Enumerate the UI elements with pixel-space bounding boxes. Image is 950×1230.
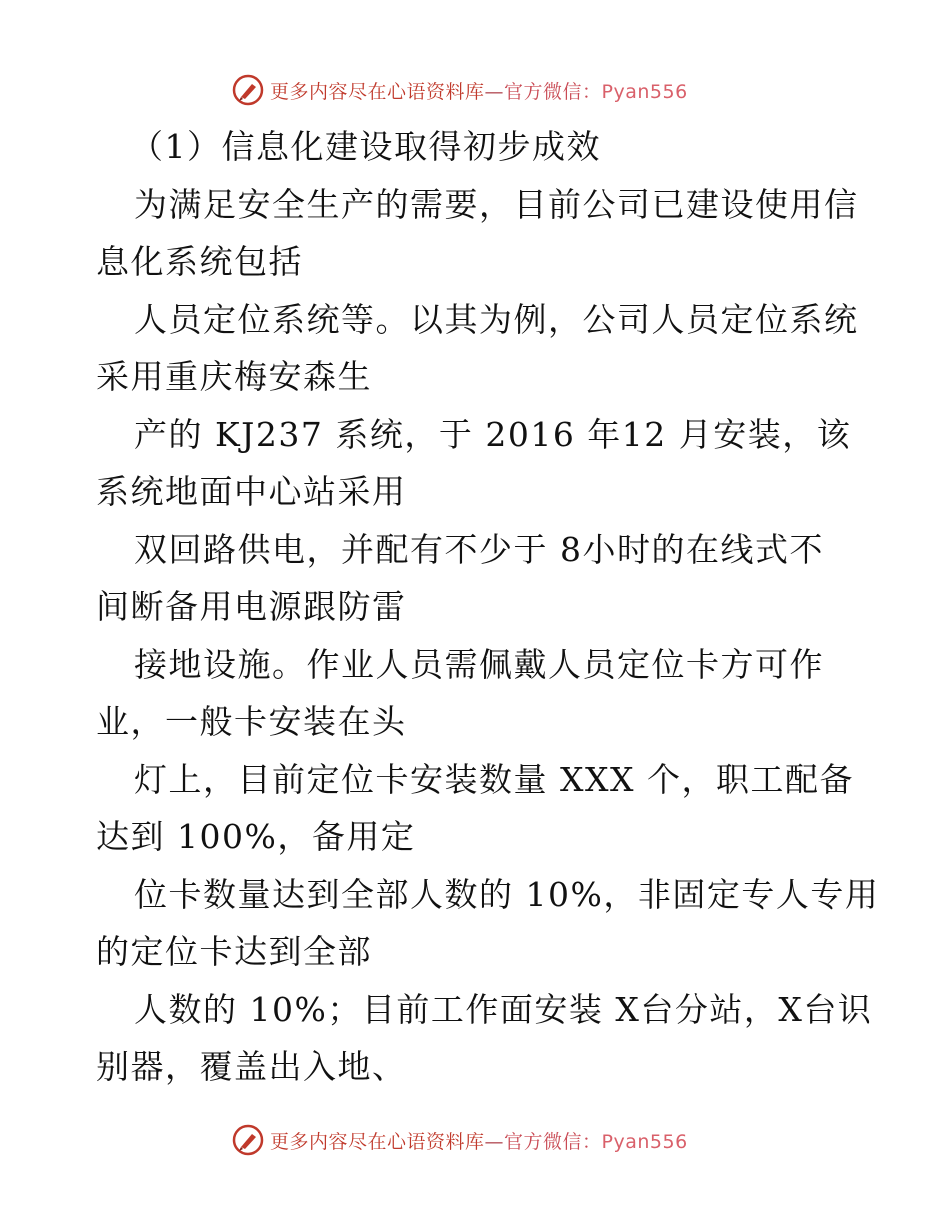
paragraph-line: 接地设施。作业人员需佩戴人员定位卡方可作 <box>134 644 824 684</box>
paragraph-line: 别器，覆盖出入地、 <box>96 1047 407 1086</box>
document-body <box>96 118 880 1096</box>
banner-dash: — <box>484 80 505 103</box>
footer-banner <box>232 1122 688 1158</box>
paragraph-line: 双回路供电，并配有不少于 8小时的在线式不 <box>134 529 824 569</box>
banner-account: Pyan556 <box>601 80 688 103</box>
banner-main-text: 更多内容尽在心语资料库 <box>270 80 485 103</box>
section-heading: （1）信息化建设取得初步成效 <box>130 127 601 166</box>
banner-dash: — <box>484 1130 505 1153</box>
banner-text <box>270 1127 688 1154</box>
paragraph-line: 间断备用电源跟防雷 <box>96 587 407 626</box>
paragraph-line: 为满足安全生产的需要，目前公司已建设使用信 <box>134 184 859 224</box>
paragraph-line: 灯上，目前定位卡安装数量 XXX 个，职工配备 <box>134 759 854 799</box>
pen-quill-logo-icon <box>232 74 264 106</box>
paragraph-line: 系统地面中心站采用 <box>96 472 407 511</box>
pen-quill-logo-icon <box>232 1124 264 1156</box>
banner-wechat-label: 官方微信： <box>504 80 602 103</box>
paragraph-line: 产的 KJ237 系统，于 2016 年12 月安装，该 <box>134 414 852 454</box>
paragraph-line: 位卡数量达到全部人数的 10%，非固定专人专用 <box>134 874 880 914</box>
paragraph-line: 业，一般卡安装在头 <box>96 702 407 741</box>
paragraph-line: 人员定位系统等。以其为例，公司人员定位系统 <box>134 299 859 339</box>
paragraph-line: 采用重庆梅安森生 <box>96 357 372 396</box>
paragraph-line: 的定位卡达到全部 <box>96 932 372 971</box>
banner-main-text: 更多内容尽在心语资料库 <box>270 1130 485 1153</box>
paragraph-line: 人数的 10%；目前工作面安装 X台分站，X台识 <box>134 989 873 1029</box>
paragraph-line: 达到 100%，备用定 <box>96 817 416 856</box>
paragraph-line: 息化系统包括 <box>96 242 303 281</box>
banner-text <box>270 77 688 104</box>
banner-wechat-label: 官方微信： <box>504 1130 602 1153</box>
banner-account: Pyan556 <box>601 1130 688 1153</box>
header-banner <box>232 72 688 108</box>
